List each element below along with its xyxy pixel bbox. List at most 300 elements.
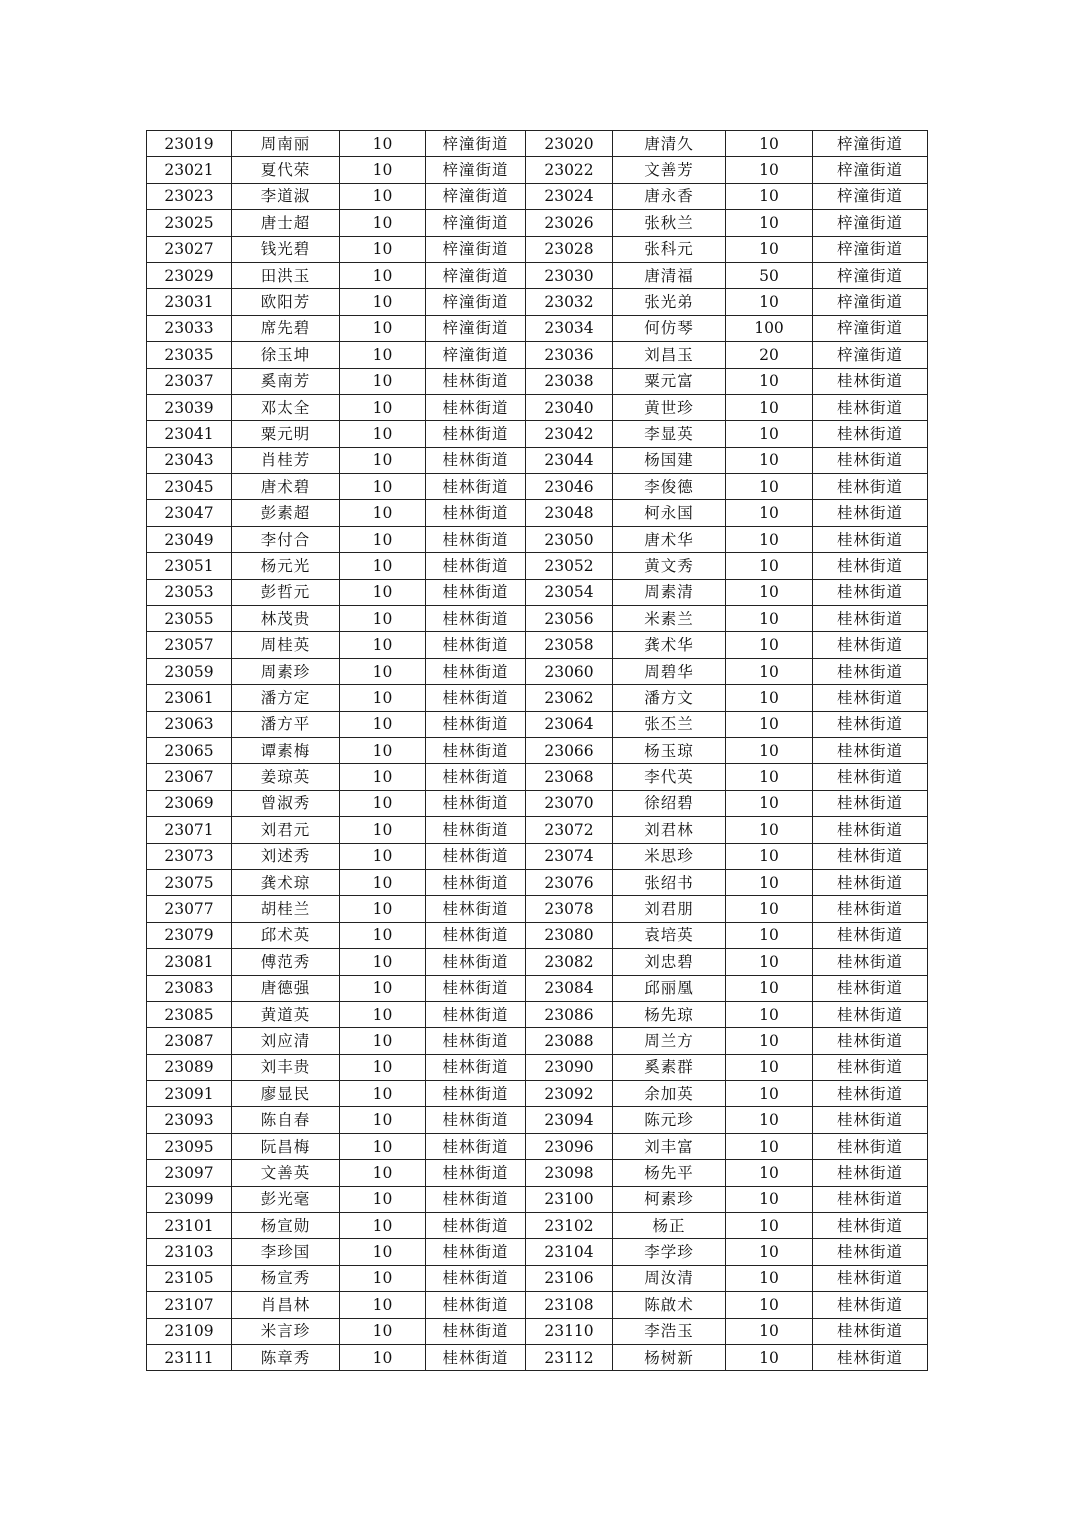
amount-cell: 10 [726, 922, 813, 948]
street-cell: 桂林街道 [813, 474, 928, 500]
street-cell: 桂林街道 [426, 1081, 526, 1107]
id-cell: 23070 [526, 790, 613, 816]
name-cell: 唐术碧 [232, 474, 340, 500]
amount-cell: 10 [726, 1213, 813, 1239]
amount-cell: 10 [726, 737, 813, 763]
street-cell: 桂林街道 [426, 737, 526, 763]
amount-cell: 10 [340, 315, 426, 341]
street-cell: 梓潼街道 [426, 236, 526, 262]
name-cell: 文善英 [232, 1160, 340, 1186]
street-cell: 桂林街道 [813, 790, 928, 816]
amount-cell: 10 [340, 262, 426, 288]
street-cell: 桂林街道 [813, 1318, 928, 1344]
id-cell: 23099 [147, 1186, 232, 1212]
amount-cell: 10 [726, 949, 813, 975]
id-cell: 23069 [147, 790, 232, 816]
name-cell: 潘方平 [232, 711, 340, 737]
name-cell: 刘丰贵 [232, 1054, 340, 1080]
id-cell: 23089 [147, 1054, 232, 1080]
amount-cell: 10 [726, 289, 813, 315]
id-cell: 23078 [526, 896, 613, 922]
amount-cell: 20 [726, 342, 813, 368]
amount-cell: 100 [726, 315, 813, 341]
id-cell: 23106 [526, 1265, 613, 1291]
id-cell: 23041 [147, 421, 232, 447]
amount-cell: 10 [726, 1054, 813, 1080]
street-cell: 梓潼街道 [813, 157, 928, 183]
name-cell: 周南丽 [232, 131, 340, 157]
id-cell: 23042 [526, 421, 613, 447]
id-cell: 23098 [526, 1160, 613, 1186]
name-cell: 文善芳 [613, 157, 726, 183]
id-cell: 23049 [147, 526, 232, 552]
amount-cell: 10 [340, 500, 426, 526]
id-cell: 23050 [526, 526, 613, 552]
name-cell: 陈啟术 [613, 1292, 726, 1318]
street-cell: 梓潼街道 [813, 315, 928, 341]
table-row [147, 658, 928, 684]
id-cell: 23030 [526, 262, 613, 288]
street-cell: 桂林街道 [813, 421, 928, 447]
amount-cell: 10 [726, 1028, 813, 1054]
name-cell: 杨宣秀 [232, 1265, 340, 1291]
name-cell: 粟元明 [232, 421, 340, 447]
name-cell: 林茂贵 [232, 606, 340, 632]
amount-cell: 10 [340, 790, 426, 816]
amount-cell: 10 [340, 368, 426, 394]
amount-cell: 10 [340, 131, 426, 157]
id-cell: 23024 [526, 183, 613, 209]
amount-cell: 10 [340, 737, 426, 763]
name-cell: 张丕兰 [613, 711, 726, 737]
name-cell: 李俊德 [613, 474, 726, 500]
table-row [147, 1318, 928, 1344]
street-cell: 桂林街道 [426, 579, 526, 605]
amount-cell: 10 [340, 658, 426, 684]
id-cell: 23047 [147, 500, 232, 526]
amount-cell: 10 [340, 1133, 426, 1159]
name-cell: 唐永香 [613, 183, 726, 209]
amount-cell: 10 [340, 764, 426, 790]
id-cell: 23075 [147, 869, 232, 895]
id-cell: 23039 [147, 394, 232, 420]
table-row [147, 157, 928, 183]
street-cell: 梓潼街道 [426, 210, 526, 236]
street-cell: 梓潼街道 [813, 131, 928, 157]
street-cell: 梓潼街道 [426, 157, 526, 183]
name-cell: 柯素珍 [613, 1186, 726, 1212]
name-cell: 杨先平 [613, 1160, 726, 1186]
street-cell: 桂林街道 [426, 711, 526, 737]
amount-cell: 10 [726, 658, 813, 684]
amount-cell: 10 [340, 949, 426, 975]
street-cell: 桂林街道 [426, 553, 526, 579]
table-row [147, 737, 928, 763]
street-cell: 梓潼街道 [813, 236, 928, 262]
street-cell: 桂林街道 [813, 447, 928, 473]
id-cell: 23085 [147, 1001, 232, 1027]
amount-cell: 10 [726, 869, 813, 895]
id-cell: 23092 [526, 1081, 613, 1107]
amount-cell: 10 [726, 790, 813, 816]
amount-cell: 10 [340, 210, 426, 236]
amount-cell: 10 [726, 500, 813, 526]
table-row [147, 1292, 928, 1318]
street-cell: 桂林街道 [813, 526, 928, 552]
id-cell: 23028 [526, 236, 613, 262]
id-cell: 23033 [147, 315, 232, 341]
table-row [147, 1265, 928, 1291]
id-cell: 23064 [526, 711, 613, 737]
id-cell: 23067 [147, 764, 232, 790]
amount-cell: 10 [726, 421, 813, 447]
amount-cell: 10 [340, 843, 426, 869]
amount-cell: 10 [726, 1081, 813, 1107]
amount-cell: 10 [340, 1186, 426, 1212]
street-cell: 桂林街道 [813, 579, 928, 605]
name-cell: 陈元珍 [613, 1107, 726, 1133]
table-row [147, 1186, 928, 1212]
name-cell: 周汝清 [613, 1265, 726, 1291]
table-row [147, 632, 928, 658]
street-cell: 桂林街道 [813, 606, 928, 632]
street-cell: 桂林街道 [813, 1107, 928, 1133]
amount-cell: 10 [340, 1107, 426, 1133]
street-cell: 桂林街道 [426, 1107, 526, 1133]
amount-cell: 10 [340, 817, 426, 843]
amount-cell: 10 [340, 711, 426, 737]
street-cell: 桂林街道 [426, 474, 526, 500]
amount-cell: 10 [340, 236, 426, 262]
amount-cell: 10 [726, 157, 813, 183]
id-cell: 23045 [147, 474, 232, 500]
table-row [147, 131, 928, 157]
amount-cell: 10 [340, 289, 426, 315]
amount-cell: 10 [726, 1133, 813, 1159]
id-cell: 23068 [526, 764, 613, 790]
name-cell: 潘方文 [613, 685, 726, 711]
id-cell: 23057 [147, 632, 232, 658]
id-cell: 23053 [147, 579, 232, 605]
id-cell: 23097 [147, 1160, 232, 1186]
street-cell: 梓潼街道 [426, 131, 526, 157]
amount-cell: 10 [340, 606, 426, 632]
name-cell: 柯永国 [613, 500, 726, 526]
table-row [147, 447, 928, 473]
street-cell: 梓潼街道 [813, 342, 928, 368]
street-cell: 桂林街道 [813, 975, 928, 1001]
name-cell: 胡桂兰 [232, 896, 340, 922]
street-cell: 桂林街道 [813, 711, 928, 737]
street-cell: 梓潼街道 [813, 183, 928, 209]
street-cell: 桂林街道 [426, 949, 526, 975]
street-cell: 桂林街道 [426, 922, 526, 948]
table-row [147, 421, 928, 447]
street-cell: 桂林街道 [813, 922, 928, 948]
table-row [147, 579, 928, 605]
name-cell: 李显英 [613, 421, 726, 447]
id-cell: 23040 [526, 394, 613, 420]
name-cell: 徐玉坤 [232, 342, 340, 368]
name-cell: 刘丰富 [613, 1133, 726, 1159]
table-row [147, 1028, 928, 1054]
amount-cell: 10 [340, 922, 426, 948]
table-row [147, 262, 928, 288]
street-cell: 桂林街道 [426, 1318, 526, 1344]
id-cell: 23107 [147, 1292, 232, 1318]
table-row [147, 500, 928, 526]
id-cell: 23061 [147, 685, 232, 711]
id-cell: 23059 [147, 658, 232, 684]
id-cell: 23027 [147, 236, 232, 262]
amount-cell: 10 [340, 579, 426, 605]
id-cell: 23031 [147, 289, 232, 315]
amount-cell: 10 [726, 817, 813, 843]
name-cell: 杨正 [613, 1213, 726, 1239]
street-cell: 桂林街道 [426, 1160, 526, 1186]
name-cell: 潘方定 [232, 685, 340, 711]
name-cell: 李学珍 [613, 1239, 726, 1265]
amount-cell: 10 [726, 1107, 813, 1133]
table-row [147, 1133, 928, 1159]
id-cell: 23072 [526, 817, 613, 843]
amount-cell: 10 [726, 474, 813, 500]
name-cell: 黄文秀 [613, 553, 726, 579]
amount-cell: 10 [340, 1318, 426, 1344]
street-cell: 桂林街道 [813, 764, 928, 790]
name-cell: 米思珍 [613, 843, 726, 869]
amount-cell: 10 [340, 474, 426, 500]
amount-cell: 10 [726, 764, 813, 790]
amount-cell: 10 [340, 1160, 426, 1186]
id-cell: 23079 [147, 922, 232, 948]
street-cell: 桂林街道 [426, 896, 526, 922]
table-row [147, 869, 928, 895]
id-cell: 23020 [526, 131, 613, 157]
name-cell: 龚术琼 [232, 869, 340, 895]
amount-cell: 10 [726, 975, 813, 1001]
id-cell: 23038 [526, 368, 613, 394]
amount-cell: 10 [726, 1239, 813, 1265]
name-cell: 奚南芳 [232, 368, 340, 394]
name-cell: 米言珍 [232, 1318, 340, 1344]
name-cell: 唐士超 [232, 210, 340, 236]
id-cell: 23056 [526, 606, 613, 632]
name-cell: 徐绍碧 [613, 790, 726, 816]
id-cell: 23037 [147, 368, 232, 394]
street-cell: 桂林街道 [813, 896, 928, 922]
donation-table [146, 130, 928, 1371]
table-row [147, 210, 928, 236]
street-cell: 桂林街道 [813, 1081, 928, 1107]
table-row [147, 685, 928, 711]
table-row [147, 526, 928, 552]
table-row [147, 711, 928, 737]
table-row [147, 922, 928, 948]
id-cell: 23080 [526, 922, 613, 948]
table-row [147, 236, 928, 262]
id-cell: 23102 [526, 1213, 613, 1239]
street-cell: 桂林街道 [426, 1344, 526, 1370]
table-row [147, 764, 928, 790]
amount-cell: 10 [726, 685, 813, 711]
name-cell: 周碧华 [613, 658, 726, 684]
id-cell: 23044 [526, 447, 613, 473]
street-cell: 桂林街道 [426, 1054, 526, 1080]
table-row [147, 394, 928, 420]
name-cell: 唐德强 [232, 975, 340, 1001]
name-cell: 唐清福 [613, 262, 726, 288]
street-cell: 桂林街道 [813, 1213, 928, 1239]
id-cell: 23071 [147, 817, 232, 843]
street-cell: 梓潼街道 [813, 289, 928, 315]
table-row [147, 790, 928, 816]
street-cell: 桂林街道 [426, 1133, 526, 1159]
table-row [147, 368, 928, 394]
id-cell: 23103 [147, 1239, 232, 1265]
amount-cell: 10 [726, 1160, 813, 1186]
id-cell: 23058 [526, 632, 613, 658]
id-cell: 23087 [147, 1028, 232, 1054]
name-cell: 刘君元 [232, 817, 340, 843]
street-cell: 桂林街道 [813, 500, 928, 526]
street-cell: 桂林街道 [813, 843, 928, 869]
id-cell: 23054 [526, 579, 613, 605]
table-row [147, 1344, 928, 1370]
name-cell: 田洪玉 [232, 262, 340, 288]
street-cell: 桂林街道 [813, 1292, 928, 1318]
name-cell: 陈自春 [232, 1107, 340, 1133]
amount-cell: 10 [340, 896, 426, 922]
name-cell: 周素清 [613, 579, 726, 605]
name-cell: 邱术英 [232, 922, 340, 948]
id-cell: 23088 [526, 1028, 613, 1054]
name-cell: 杨树新 [613, 1344, 726, 1370]
id-cell: 23093 [147, 1107, 232, 1133]
id-cell: 23105 [147, 1265, 232, 1291]
amount-cell: 10 [726, 183, 813, 209]
id-cell: 23055 [147, 606, 232, 632]
id-cell: 23111 [147, 1344, 232, 1370]
table-row [147, 474, 928, 500]
table-row [147, 342, 928, 368]
street-cell: 桂林街道 [813, 1265, 928, 1291]
id-cell: 23100 [526, 1186, 613, 1212]
name-cell: 夏代荣 [232, 157, 340, 183]
name-cell: 周兰方 [613, 1028, 726, 1054]
street-cell: 桂林街道 [426, 1028, 526, 1054]
id-cell: 23091 [147, 1081, 232, 1107]
name-cell: 阮昌梅 [232, 1133, 340, 1159]
name-cell: 廖显民 [232, 1081, 340, 1107]
street-cell: 桂林街道 [813, 1133, 928, 1159]
street-cell: 梓潼街道 [426, 342, 526, 368]
id-cell: 23051 [147, 553, 232, 579]
table-row [147, 843, 928, 869]
amount-cell: 10 [726, 368, 813, 394]
amount-cell: 10 [726, 236, 813, 262]
id-cell: 23082 [526, 949, 613, 975]
street-cell: 桂林街道 [426, 790, 526, 816]
street-cell: 桂林街道 [426, 685, 526, 711]
street-cell: 梓潼街道 [813, 210, 928, 236]
amount-cell: 10 [340, 1239, 426, 1265]
name-cell: 奚素群 [613, 1054, 726, 1080]
id-cell: 23036 [526, 342, 613, 368]
name-cell: 彭光毫 [232, 1186, 340, 1212]
street-cell: 桂林街道 [813, 632, 928, 658]
street-cell: 桂林街道 [426, 1186, 526, 1212]
amount-cell: 10 [340, 632, 426, 658]
table-row [147, 949, 928, 975]
amount-cell: 10 [726, 553, 813, 579]
table-row [147, 1107, 928, 1133]
street-cell: 桂林街道 [426, 843, 526, 869]
street-cell: 梓潼街道 [426, 262, 526, 288]
id-cell: 23076 [526, 869, 613, 895]
id-cell: 23029 [147, 262, 232, 288]
street-cell: 桂林街道 [426, 1001, 526, 1027]
id-cell: 23026 [526, 210, 613, 236]
name-cell: 杨玉琼 [613, 737, 726, 763]
table-row [147, 289, 928, 315]
id-cell: 23066 [526, 737, 613, 763]
amount-cell: 10 [340, 685, 426, 711]
street-cell: 桂林街道 [426, 869, 526, 895]
table-row [147, 606, 928, 632]
name-cell: 邱丽凰 [613, 975, 726, 1001]
name-cell: 陈章秀 [232, 1344, 340, 1370]
amount-cell: 10 [340, 869, 426, 895]
amount-cell: 10 [340, 1292, 426, 1318]
name-cell: 彭素超 [232, 500, 340, 526]
id-cell: 23095 [147, 1133, 232, 1159]
amount-cell: 10 [340, 1344, 426, 1370]
amount-cell: 10 [726, 711, 813, 737]
name-cell: 姜琼英 [232, 764, 340, 790]
name-cell: 余加英 [613, 1081, 726, 1107]
street-cell: 桂林街道 [426, 368, 526, 394]
name-cell: 曾淑秀 [232, 790, 340, 816]
amount-cell: 10 [726, 606, 813, 632]
name-cell: 袁培英 [613, 922, 726, 948]
street-cell: 桂林街道 [426, 394, 526, 420]
table-row [147, 315, 928, 341]
table-row [147, 1001, 928, 1027]
table-row [147, 1081, 928, 1107]
id-cell: 23023 [147, 183, 232, 209]
name-cell: 肖昌林 [232, 1292, 340, 1318]
amount-cell: 10 [340, 1001, 426, 1027]
street-cell: 桂林街道 [813, 685, 928, 711]
street-cell: 桂林街道 [426, 500, 526, 526]
table-row [147, 1239, 928, 1265]
table-row [147, 1160, 928, 1186]
street-cell: 桂林街道 [813, 1186, 928, 1212]
id-cell: 23025 [147, 210, 232, 236]
id-cell: 23110 [526, 1318, 613, 1344]
name-cell: 肖桂芳 [232, 447, 340, 473]
id-cell: 23104 [526, 1239, 613, 1265]
street-cell: 桂林街道 [426, 764, 526, 790]
id-cell: 23062 [526, 685, 613, 711]
amount-cell: 10 [726, 843, 813, 869]
amount-cell: 10 [726, 1318, 813, 1344]
name-cell: 张绍书 [613, 869, 726, 895]
name-cell: 龚术华 [613, 632, 726, 658]
amount-cell: 10 [726, 131, 813, 157]
name-cell: 张光弟 [613, 289, 726, 315]
